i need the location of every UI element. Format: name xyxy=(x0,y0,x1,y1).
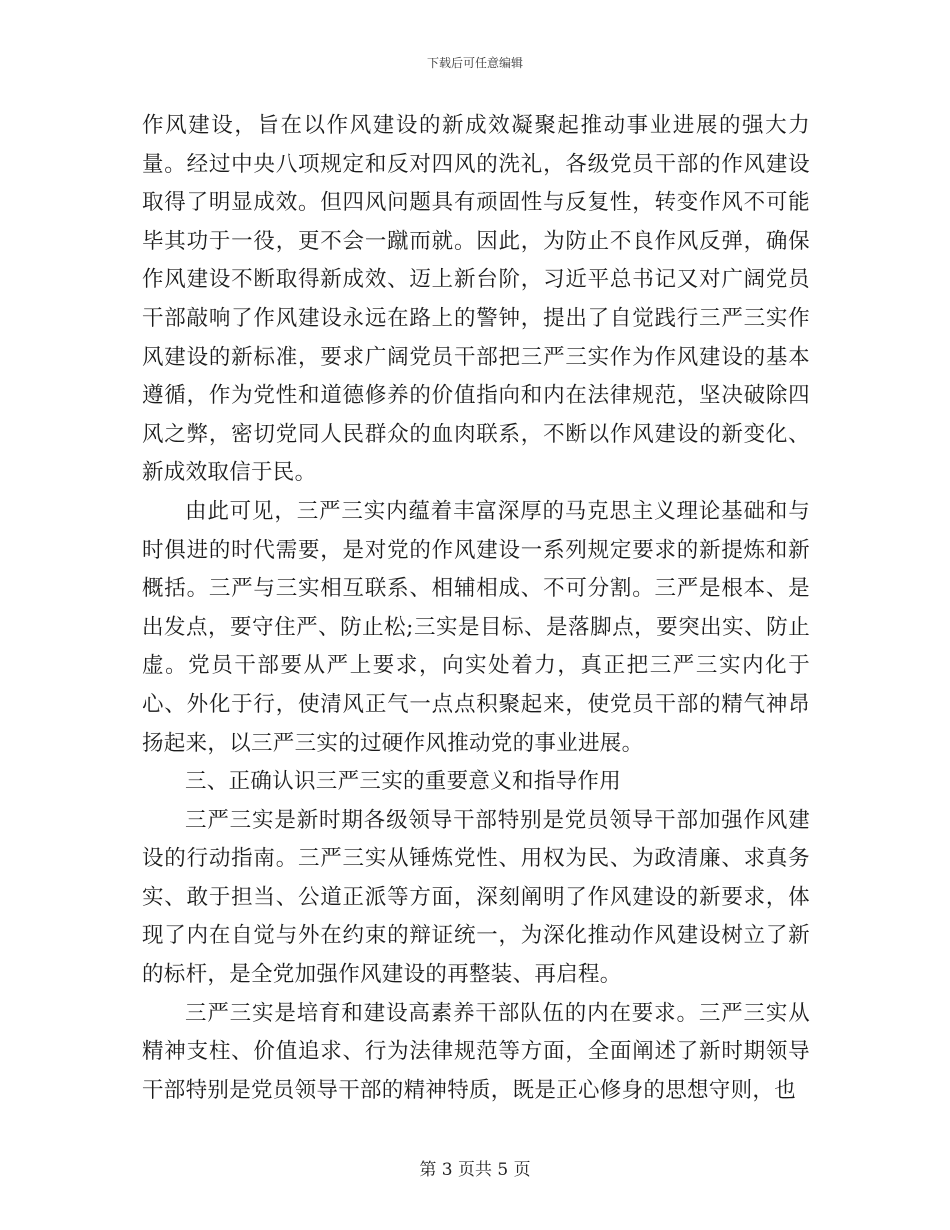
paragraph-2: 由此可见，三严三实内蕴着丰富深厚的马克思主义理论基础和与时俱进的时代需要，是对党的作风建设一系列规定要求的新提炼和新概括。三严与三实相互联系、相辅相成、不可分割。三严是根本、是出发点，要守住严、防止松;三实是目标、是落脚点，要突出实、防止虚。党员干部要从严上要求，向实处着力，真正把三严三实内化于心、外化于行，使清风正气一点点积聚起来，使党员干部的精气神昂扬起来，以三严三实的过硬作风推动党的事业进展。 xyxy=(142,498,810,756)
document-body xyxy=(142,107,810,1110)
section-heading: 三、正确认识三严三实的重要意义和指导作用 xyxy=(185,769,622,795)
page-number-footer: 第 3 页共 5 页 xyxy=(419,1160,531,1180)
paragraph-4: 三严三实是培育和建设高素养干部队伍的内在要求。三严三实从精神支柱、价值追求、行为法律规范等方面，全面阐述了新时期领导干部特别是党员领导干部的精神特质，既是正心修身的思想守则，也 xyxy=(142,1000,810,1103)
page-header: 下载后可任意编辑 xyxy=(426,56,523,70)
paragraph-3: 三严三实是新时期各级领导干部特别是党员领导干部加强作风建设的行动指南。三严三实从锤炼党性、用权为民、为政清廉、求真务实、敢于担当、公道正派等方面，深刻阐明了作风建设的新要求，体现了内在自觉与外在约束的辩证统一，为深化推动作风建设树立了新的标杆，是全党加强作风建设的再整装、再启程。 xyxy=(142,807,810,988)
paragraph-1: 作风建设，旨在以作风建设的新成效凝聚起推动事业进展的强大力量。经过中央八项规定和反对四风的洗礼，各级党员干部的作风建设取得了明显成效。但四风问题具有顽固性与反复性，转变作风不可能毕其功于一役，更不会一蹴而就。因此，为防止不良作风反弹，确保作风建设不断取得新成效、迈上新台阶，习近平总书记又对广阔党员干部敲响了作风建设永远在路上的警钟，提出了自觉践行三严三实作风建设的新标准，要求广阔党员干部把三严三实作为作风建设的基本遵循，作为党性和道德修养的价值指向和内在法律规范，坚决破除四风之弊，密切党同人民群众的血肉联系，不断以作风建设的新变化、新成效取信于民。 xyxy=(142,113,810,486)
